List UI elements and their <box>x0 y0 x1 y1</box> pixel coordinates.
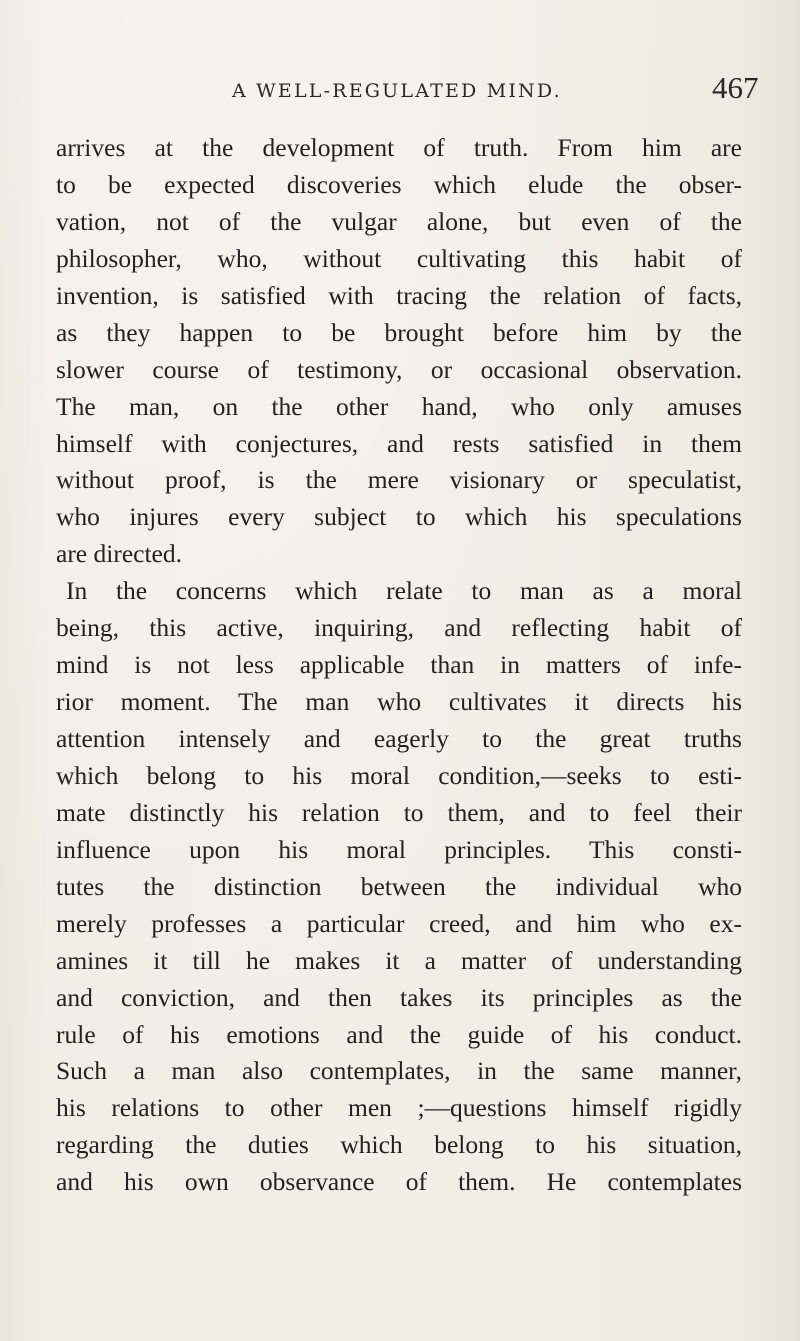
text-line: and conviction, and then takes its principles as the <box>56 982 742 1012</box>
text-line: his relations to other men ;—questions himself rigidly <box>56 1093 742 1123</box>
page-header <box>0 70 800 110</box>
text-line: to be expected discoveries which elude the obser- <box>56 169 742 199</box>
text-line: rior moment. The man who cultivates it directs his <box>56 687 742 717</box>
text-line: without proof, is the mere visionary or speculatist, <box>56 465 742 495</box>
text-line: attention intensely and eagerly to the great truths <box>56 724 742 753</box>
text-line: rule of his emotions and the guide of his conduct. <box>56 1019 742 1049</box>
text-line: being, this active, inquiring, and reflecting habit of <box>56 613 742 643</box>
text-line: and his own observance of them. He contemplates <box>56 1167 742 1197</box>
text-line: arrives at the development of truth. From him are <box>56 133 742 162</box>
text-line: The man, on the other hand, who only amuses <box>56 391 742 421</box>
text-line: as they happen to be brought before him by the <box>56 317 742 347</box>
text-line: amines it till he makes it a matter of understanding <box>56 945 742 975</box>
text-line: philosopher, who, without cultivating this habit of <box>56 243 742 273</box>
text-line: Such a man also contemplates, in the same manner, <box>56 1056 742 1086</box>
text-line: who injures every subject to which his speculations <box>56 502 742 532</box>
text-line: merely professes a particular creed, and him who ex- <box>56 908 742 938</box>
text-line: are directed. <box>56 539 182 569</box>
text-line: influence upon his moral principles. This consti- <box>56 834 742 864</box>
text-line: which belong to his moral condition,—seeks to esti- <box>56 760 742 790</box>
text-line: slower course of testimony, or occasional observation. <box>56 354 742 384</box>
text-line: vation, not of the vulgar alone, but even of the <box>56 206 742 236</box>
text-line: himself with conjectures, and rests satisfied in them <box>56 428 742 458</box>
text-line: regarding the duties which belong to his situation, <box>56 1130 742 1160</box>
body-text <box>56 130 742 1201</box>
running-head: A WELL-REGULATED MIND. <box>232 80 562 102</box>
text-line: mind is not less applicable than in matters of infe- <box>56 650 742 680</box>
text-line: mate distinctly his relation to them, and to feel their <box>56 797 742 827</box>
text-line: invention, is satisfied with tracing the relation of facts, <box>56 280 742 310</box>
text-line: tutes the distinction between the individual who <box>56 871 742 901</box>
text-line: In the concerns which relate to man as a moral <box>66 576 742 606</box>
page-number: 467 <box>712 70 759 105</box>
